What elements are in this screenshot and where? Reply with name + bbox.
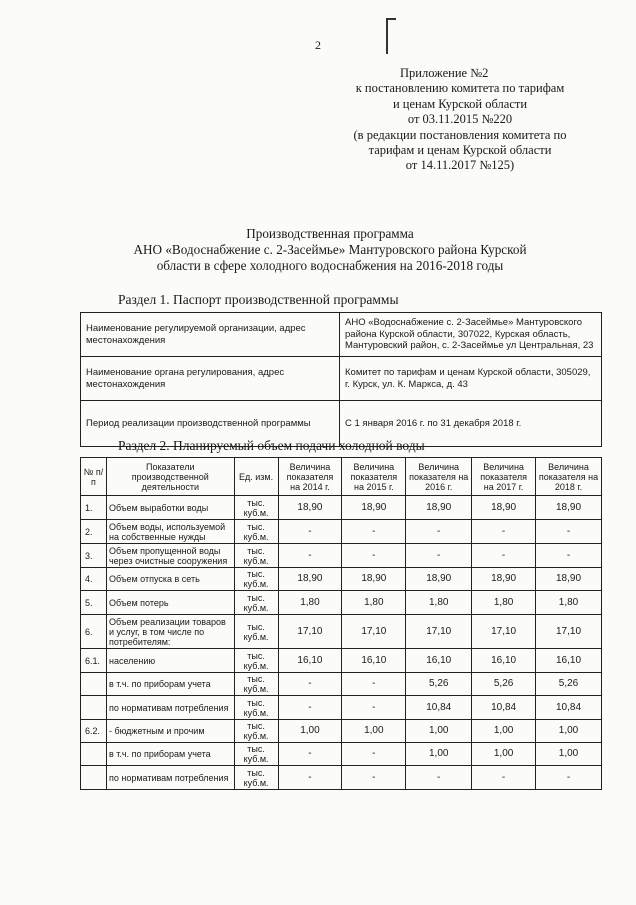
value-cell: 1,00	[536, 720, 602, 743]
appendix-line: тарифам и ценам Курской области	[368, 143, 552, 158]
row-number	[81, 696, 107, 720]
header-2017: Величина показателя на 2017 г.	[472, 458, 536, 496]
value-cell: 17,10	[406, 615, 472, 649]
appendix-line: и ценам Курской области	[392, 96, 528, 111]
passport-label: Наименование органа регулирования, адрес местонахождения	[81, 357, 340, 401]
title-line: области в сфере холодного водоснабжения на 2016-2018 годы	[156, 258, 504, 273]
value-cell: 1,80	[278, 591, 342, 615]
value-cell: 18,90	[278, 496, 342, 520]
unit-cell: тыс. куб.м.	[234, 673, 278, 696]
indicator-cell: в т.ч. по приборам учета	[106, 743, 234, 766]
table-row	[81, 591, 602, 615]
value-cell: 17,10	[342, 615, 406, 649]
value-cell: 16,10	[278, 649, 342, 673]
section1-heading: Раздел 1. Паспорт производственной программы	[118, 292, 399, 307]
value-cell: -	[536, 766, 602, 790]
value-cell: -	[472, 544, 536, 568]
unit-cell: тыс. куб.м.	[234, 649, 278, 673]
value-cell: 1,80	[342, 591, 406, 615]
value-cell: 1,80	[536, 591, 602, 615]
value-cell: -	[406, 544, 472, 568]
value-cell: 1,00	[342, 720, 406, 743]
table-row	[81, 615, 602, 649]
row-number: 4.	[81, 568, 107, 591]
indicator-cell: Объем выработки воды	[106, 496, 234, 520]
table-row	[81, 673, 602, 696]
row-number: 5.	[81, 591, 107, 615]
indicator-cell: Объем реализации товаров и услуг, в том числе по потребителям:	[106, 615, 234, 649]
value-cell: -	[342, 743, 406, 766]
value-cell: 17,10	[278, 615, 342, 649]
value-cell: 18,90	[472, 496, 536, 520]
indicator-cell: Объем пропущенной воды через очистные сооружения	[106, 544, 234, 568]
header-2015: Величина показателя на 2015 г.	[342, 458, 406, 496]
value-cell: -	[342, 520, 406, 544]
unit-cell: тыс. куб.м.	[234, 568, 278, 591]
value-cell: 1,00	[278, 720, 342, 743]
title-line: Производственная программа	[246, 226, 414, 241]
table-row	[81, 520, 602, 544]
unit-cell: тыс. куб.м.	[234, 696, 278, 720]
indicator-cell: Объем отпуска в сеть	[106, 568, 234, 591]
value-cell: -	[278, 544, 342, 568]
header-2016: Величина показателя на 2016 г.	[406, 458, 472, 496]
value-cell: -	[278, 766, 342, 790]
value-cell: -	[406, 766, 472, 790]
table-row	[81, 357, 602, 401]
row-number	[81, 766, 107, 790]
value-cell: -	[342, 766, 406, 790]
table-header-row	[81, 458, 602, 496]
title-line: АНО «Водоснабжение с. 2-Засеймье» Мантуровского района Курской	[133, 242, 527, 257]
indicator-cell: - бюджетным и прочим	[106, 720, 234, 743]
unit-cell: тыс. куб.м.	[234, 720, 278, 743]
value-cell: 10,84	[536, 696, 602, 720]
indicator-cell: Объем потерь	[106, 591, 234, 615]
scan-artifact	[386, 18, 388, 54]
value-cell: 5,26	[536, 673, 602, 696]
unit-cell: тыс. куб.м.	[234, 520, 278, 544]
unit-cell: тыс. куб.м.	[234, 544, 278, 568]
passport-value: Комитет по тарифам и ценам Курской области, 305029, г. Курск, ул. К. Маркса, д. 43	[340, 357, 602, 401]
value-cell: 18,90	[536, 568, 602, 591]
value-cell: 16,10	[342, 649, 406, 673]
value-cell: 16,10	[472, 649, 536, 673]
row-number: 6.1.	[81, 649, 107, 673]
value-cell: -	[342, 696, 406, 720]
appendix-header	[330, 66, 590, 174]
volume-table	[80, 457, 602, 790]
header-unit: Ед. изм.	[234, 458, 278, 496]
row-number: 6.2.	[81, 720, 107, 743]
appendix-line: от 14.11.2017 №125)	[405, 158, 515, 173]
unit-cell: тыс. куб.м.	[234, 496, 278, 520]
table-row	[81, 743, 602, 766]
value-cell: 5,26	[472, 673, 536, 696]
value-cell: 18,90	[278, 568, 342, 591]
table-row	[81, 720, 602, 743]
volume-table-body	[81, 496, 602, 790]
table-row	[81, 568, 602, 591]
appendix-line: Приложение №2	[400, 66, 489, 80]
indicator-cell: по нормативам потребления	[106, 696, 234, 720]
appendix-line: к постановлению комитета по тарифам	[355, 81, 565, 96]
value-cell: 18,90	[406, 568, 472, 591]
value-cell: 1,00	[536, 743, 602, 766]
appendix-line: (в редакции постановления комитета по	[353, 127, 567, 142]
value-cell: 5,26	[406, 673, 472, 696]
value-cell: 10,84	[406, 696, 472, 720]
value-cell: 17,10	[472, 615, 536, 649]
row-number	[81, 743, 107, 766]
value-cell: 1,00	[406, 743, 472, 766]
page-number: 2	[315, 38, 321, 52]
unit-cell: тыс. куб.м.	[234, 743, 278, 766]
table-row	[81, 544, 602, 568]
table-row	[81, 313, 602, 357]
table-row	[81, 496, 602, 520]
passport-label: Период реализации производственной программы	[81, 401, 340, 447]
table-row	[81, 696, 602, 720]
header-num: № п/п	[81, 458, 107, 496]
indicator-cell: населению	[106, 649, 234, 673]
value-cell: 18,90	[472, 568, 536, 591]
value-cell: 1,00	[472, 743, 536, 766]
document-title	[60, 226, 600, 274]
value-cell: 17,10	[536, 615, 602, 649]
indicator-cell: по нормативам потребления	[106, 766, 234, 790]
passport-value: С 1 января 2016 г. по 31 декабря 2018 г.	[340, 401, 602, 447]
value-cell: -	[278, 520, 342, 544]
value-cell: -	[278, 696, 342, 720]
value-cell: 18,90	[536, 496, 602, 520]
scan-artifact	[386, 18, 396, 20]
passport-label: Наименование регулируемой организации, адрес местонахождения	[81, 313, 340, 357]
value-cell: -	[536, 544, 602, 568]
table-row	[81, 766, 602, 790]
value-cell: 18,90	[342, 496, 406, 520]
unit-cell: тыс. куб.м.	[234, 615, 278, 649]
value-cell: 18,90	[406, 496, 472, 520]
header-2014: Величина показателя на 2014 г.	[278, 458, 342, 496]
value-cell: 16,10	[536, 649, 602, 673]
table-row	[81, 649, 602, 673]
value-cell: 18,90	[342, 568, 406, 591]
value-cell: -	[472, 766, 536, 790]
value-cell: -	[342, 544, 406, 568]
row-number: 3.	[81, 544, 107, 568]
row-number: 6.	[81, 615, 107, 649]
unit-cell: тыс. куб.м.	[234, 591, 278, 615]
value-cell: 16,10	[406, 649, 472, 673]
header-2018: Величина показателя на 2018 г.	[536, 458, 602, 496]
value-cell: -	[342, 673, 406, 696]
unit-cell: тыс. куб.м.	[234, 766, 278, 790]
value-cell: 1,00	[406, 720, 472, 743]
value-cell: 10,84	[472, 696, 536, 720]
value-cell: -	[536, 520, 602, 544]
indicator-cell: Объем воды, используемой на собственные нужды	[106, 520, 234, 544]
header-indicator: Показатели производственной деятельности	[106, 458, 234, 496]
value-cell: -	[406, 520, 472, 544]
appendix-line: от 03.11.2015 №220	[407, 112, 513, 127]
value-cell: -	[278, 673, 342, 696]
value-cell: 1,00	[472, 720, 536, 743]
value-cell: 1,80	[472, 591, 536, 615]
passport-table	[80, 312, 602, 447]
indicator-cell: в т.ч. по приборам учета	[106, 673, 234, 696]
row-number	[81, 673, 107, 696]
row-number: 1.	[81, 496, 107, 520]
section2-heading: Раздел 2. Планируемый объем подачи холодной воды	[118, 438, 425, 453]
value-cell: -	[472, 520, 536, 544]
value-cell: 1,80	[406, 591, 472, 615]
passport-value: АНО «Водоснабжение с. 2-Засеймье» Мантуровского района Курской области, 307022, Курская область, Мантуровский район, с. 2-Засеймье ул Центральная, 23	[340, 313, 602, 357]
row-number: 2.	[81, 520, 107, 544]
value-cell: -	[278, 743, 342, 766]
